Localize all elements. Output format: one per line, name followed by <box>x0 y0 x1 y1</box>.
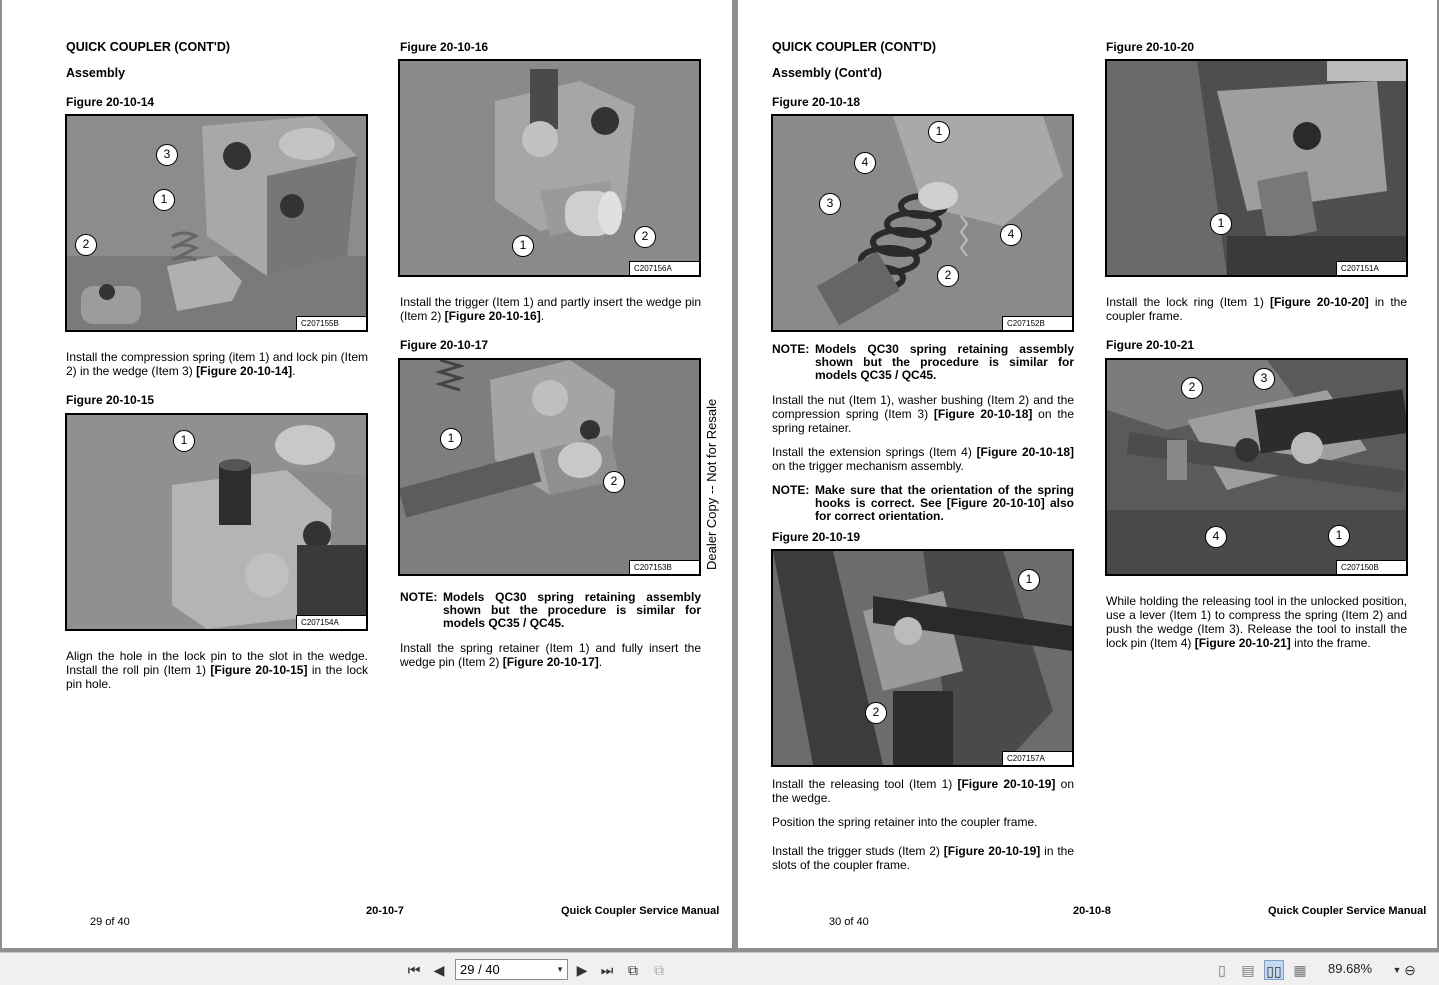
continuous-facing-icon[interactable]: ▦ <box>1293 962 1307 978</box>
figure-title: Figure 20-10-20 <box>1106 40 1195 54</box>
figure-photo <box>398 358 701 576</box>
watermark: Dealer Copy -- Not for Resale <box>704 398 719 570</box>
callout-2: 2 <box>75 234 97 256</box>
figure-title: Figure 20-10-18 <box>772 95 861 109</box>
callout-4: 4 <box>854 152 876 174</box>
instruction-paragraph: Install the lock ring (Item 1) [Figure 20-10-20] in the coupler frame. <box>1106 295 1407 323</box>
section-subheading: Assembly (Cont'd) <box>772 66 882 80</box>
instruction-paragraph: Install the nut (Item 1), washer bushing (Item 2) and the compression spring (Item 3) [Figure 20-10-18] on the spring retainer. <box>772 393 1075 435</box>
image-code: C207155B <box>296 316 366 330</box>
image-code: C207153B <box>629 560 699 574</box>
single-page-icon[interactable]: ▯ <box>1218 962 1226 978</box>
instruction-paragraph: Install the compression spring (item 1) and lock pin (Item 2) in the wedge (Item 3) [Figure 20-10-14]. <box>66 350 368 378</box>
next-view-icon[interactable]: ⧉ <box>654 962 664 978</box>
note: NOTE: Models QC30 spring retaining assembly shown but the procedure is similar for models QC35 / QC45. <box>400 590 701 630</box>
photo-illustration <box>1107 360 1406 574</box>
photo-illustration <box>67 415 366 629</box>
instruction-paragraph: While holding the releasing tool in the unlocked position, use a lever (Item 1) to compress the spring (Item 2) and push the wedge (Item 3). Release the tool to install the lock pin (Item 4) [Figure 20-10-21] into the frame. <box>1106 594 1407 650</box>
instruction-paragraph: Install the releasing tool (Item 1) [Figure 20-10-19] on the wedge. <box>772 777 1075 805</box>
zoom-dropdown-icon[interactable]: ▼ <box>1392 965 1402 975</box>
photo-illustration <box>67 116 366 330</box>
figure-title: Figure 20-10-21 <box>1106 338 1195 352</box>
figure-photo <box>771 114 1074 332</box>
figure-photo <box>771 549 1074 767</box>
callout-1: 1 <box>512 235 534 257</box>
image-code: C207157A <box>1002 751 1072 765</box>
previous-page-icon[interactable]: ◀ <box>433 962 445 978</box>
page-right <box>738 0 1437 948</box>
figure-title: Figure 20-10-17 <box>400 338 489 352</box>
instruction-paragraph: Install the spring retainer (Item 1) and fully insert the wedge pin (Item 2) [Figure 20-10-17]. <box>400 641 701 669</box>
image-code: C207156A <box>629 261 699 275</box>
note: NOTE: Make sure that the orientation of the spring hooks is correct. See [Figure 20-10-10] also for correct orientation. <box>772 483 1074 523</box>
section-heading: QUICK COUPLER (CONT'D) <box>772 40 937 54</box>
manual-title: Quick Coupler Service Manual <box>561 905 720 917</box>
first-page-icon[interactable]: ⏮ <box>407 962 421 978</box>
callout-2: 2 <box>865 702 887 724</box>
chevron-down-icon[interactable]: ▼ <box>556 965 564 974</box>
instruction-paragraph: Position the spring retainer into the coupler frame. <box>772 815 1038 829</box>
figure-title: Figure 20-10-15 <box>66 393 155 407</box>
figure-photo <box>65 114 368 332</box>
manual-title: Quick Coupler Service Manual <box>1268 905 1427 917</box>
image-code: C207154A <box>296 615 366 629</box>
page-count: 30 of 40 <box>829 916 869 928</box>
instruction-paragraph: Install the trigger studs (Item 2) [Figure 20-10-19] in the slots of the coupler frame. <box>772 844 1075 872</box>
continuous-icon[interactable]: ▤ <box>1241 962 1255 978</box>
callout-1: 1 <box>1018 569 1040 591</box>
page-number: 20-10-8 <box>1073 905 1111 917</box>
callout-3: 3 <box>156 144 178 166</box>
figure-photo <box>398 59 701 277</box>
callout-2: 2 <box>603 471 625 493</box>
callout-1: 1 <box>173 430 195 452</box>
image-code: C207152B <box>1002 316 1072 330</box>
zoom-out-icon[interactable]: ⊖ <box>1404 962 1416 978</box>
next-page-icon[interactable]: ▶ <box>576 962 588 978</box>
callout-1: 1 <box>928 121 950 143</box>
page-number-field[interactable] <box>455 959 568 980</box>
previous-view-icon[interactable]: ⧉ <box>628 962 638 978</box>
viewer-toolbar <box>0 952 1439 985</box>
callout-4: 4 <box>1205 526 1227 548</box>
note: NOTE: Models QC30 spring retaining assembly shown but the procedure is similar for models QC35 / QC45. <box>772 342 1074 382</box>
callout-1: 1 <box>1210 213 1232 235</box>
instruction-paragraph: Install the trigger (Item 1) and partly insert the wedge pin (Item 2) [Figure 20-10-16]. <box>400 295 701 323</box>
figure-title: Figure 20-10-16 <box>400 40 489 54</box>
facing-icon[interactable]: ▯▯ <box>1264 960 1284 980</box>
callout-1: 1 <box>440 428 462 450</box>
image-code: C207151A <box>1336 261 1406 275</box>
page-field-value: 29 / 40 <box>460 962 500 977</box>
callout-3: 3 <box>1253 368 1275 390</box>
section-heading: QUICK COUPLER (CONT'D) <box>66 40 231 54</box>
figure-title: Figure 20-10-14 <box>66 95 155 109</box>
callout-4: 4 <box>1000 224 1022 246</box>
instruction-paragraph: Align the hole in the lock pin to the slot in the wedge. Install the roll pin (Item 1) [Figure 20-10-15] in the lock pin hole. <box>66 649 368 691</box>
photo-illustration <box>400 360 699 574</box>
image-code: C207150B <box>1336 560 1406 574</box>
photo-illustration <box>1107 61 1406 275</box>
callout-2: 2 <box>634 226 656 248</box>
photo-illustration <box>773 116 1072 330</box>
callout-2: 2 <box>937 265 959 287</box>
figure-title: Figure 20-10-19 <box>772 530 861 544</box>
figure-photo <box>65 413 368 631</box>
section-subheading: Assembly <box>66 66 126 80</box>
zoom-level[interactable]: 89.68% <box>1328 961 1373 976</box>
figure-photo <box>1105 358 1408 576</box>
page-number: 20-10-7 <box>366 905 404 917</box>
callout-2: 2 <box>1181 377 1203 399</box>
last-page-icon[interactable]: ⏭ <box>600 962 614 978</box>
page-count: 29 of 40 <box>90 916 130 928</box>
page-left <box>2 0 732 948</box>
callout-3: 3 <box>819 193 841 215</box>
callout-1: 1 <box>1328 525 1350 547</box>
callout-1: 1 <box>153 189 175 211</box>
instruction-paragraph: Install the extension springs (Item 4) [Figure 20-10-18] on the trigger mechanism assembly. <box>772 445 1075 473</box>
figure-photo <box>1105 59 1408 277</box>
